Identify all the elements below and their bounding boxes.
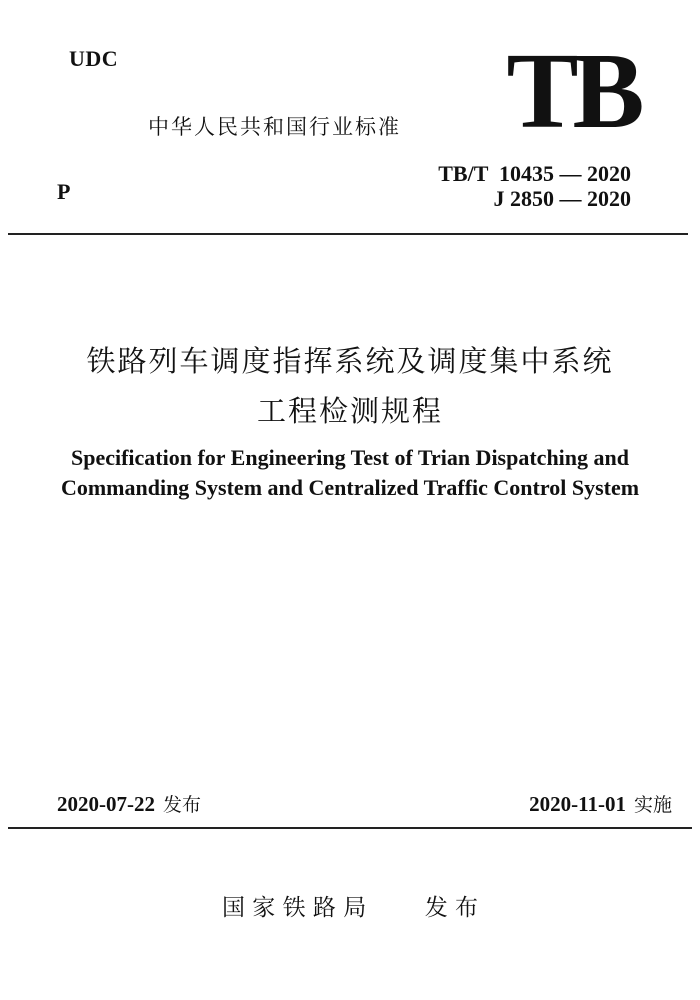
title-en-line1: Specification for Engineering Test of Trian Dispatching and [70, 445, 629, 470]
standard-code: TB/T 10435 — 2020 [438, 161, 631, 186]
title-en-line2: Commanding System and Centralized Traffic Control System [60, 475, 640, 500]
tb-logo: TB [506, 32, 639, 151]
implement-label: 实施 [633, 794, 672, 816]
udc-label: UDC [69, 46, 119, 71]
top-divider [8, 233, 688, 235]
standard-type: 中华人民共和国行业标准 [148, 115, 401, 139]
filing-code: J 2850 — 2020 [493, 186, 631, 211]
implement-date: 2020-11-01 [529, 792, 626, 816]
title-cn-line2: 工程检测规程 [256, 394, 443, 428]
issuer-action: 发 布 [424, 895, 479, 921]
issue-label: 发布 [163, 794, 202, 816]
issue-date: 2020-07-22 [57, 792, 155, 816]
bottom-divider [8, 827, 692, 829]
issuer-name: 国 家 铁 路 局 [221, 895, 367, 921]
issuer-line [0, 889, 700, 922]
issue-date-block [57, 790, 201, 817]
implement-date-block [529, 790, 672, 817]
category-code: P [57, 179, 71, 204]
title-cn-line1: 铁路列车调度指挥系统及调度集中系统 [86, 344, 614, 378]
